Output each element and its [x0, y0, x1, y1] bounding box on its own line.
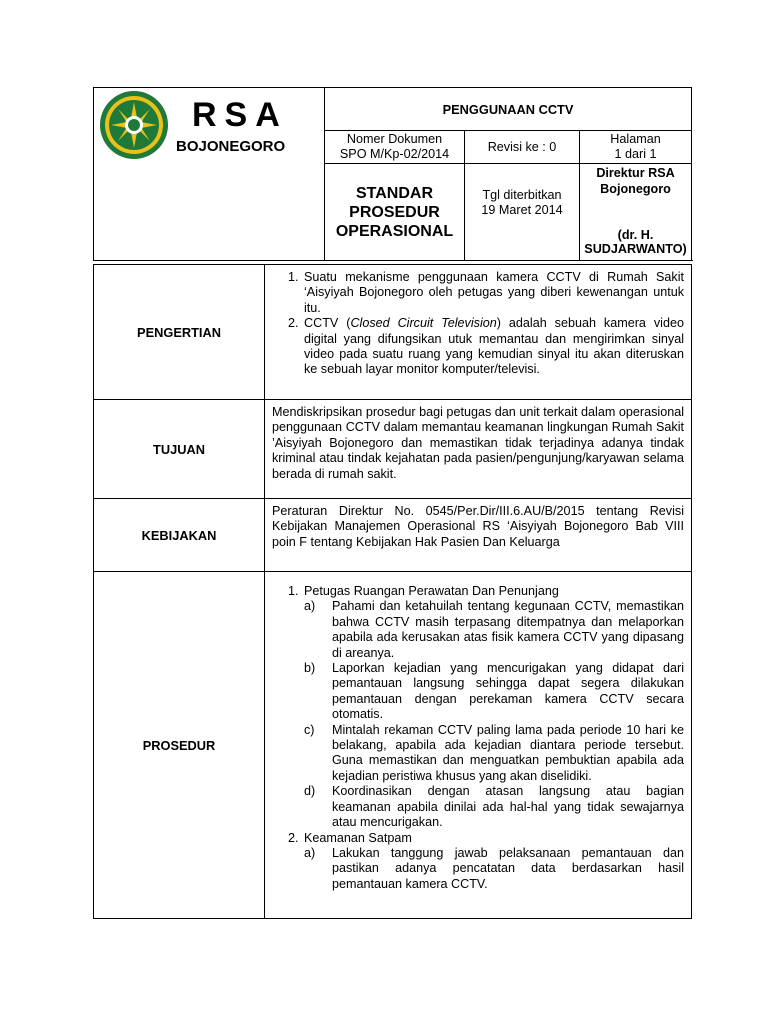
kebijakan-content: Peraturan Direktur No. 0545/Per.Dir/III.6.AU/B/2015 tentang Revisi Kebijakan Manajemen Operasional RS ‘Aisyiyah Bojonegoro Bab VIII poin F tentang Kebijakan Hak Pasien Dan Keluarga [265, 499, 692, 572]
tujuan-content: Mendiskripsikan prosedur bagi petugas dan unit terkait dalam operasional penggunaan CCTV dalam memantau keamanan lingkungan Rumah Sakit ’Aisyiyah Bojonegoro dan memastikan tidak terjadinya adanya tindak kriminal atau tindak kejahatan pada pasien/pengunjung/karyawan selama berada di rumah sakit. [265, 400, 692, 499]
page-value: 1 dari 1 [614, 147, 657, 161]
list-item [302, 316, 684, 378]
content-table [93, 264, 692, 919]
org-short-name: RSA [192, 96, 288, 134]
group-title: Keamanan Satpam [304, 830, 412, 845]
pengertian-content [265, 265, 692, 400]
director-name: (dr. H. SUDJARWANTO) [584, 228, 687, 256]
item-text: Koordinasikan dengan atasan langsung atau bagian keamanan apabila dinilai ada hal-hal yang tidak sewajarnya atau mencurigakan. [332, 784, 684, 830]
doc-number-cell [325, 131, 465, 164]
sub-list-item [304, 784, 684, 830]
prosedur-list [272, 584, 684, 892]
doc-number-label: Nomer Dokumen [346, 132, 443, 146]
header-table [93, 87, 692, 261]
spo-title-cell [325, 164, 465, 261]
pengertian-label: PENGERTIAN [94, 265, 265, 400]
sub-list-item [304, 661, 684, 723]
sub-list-item [304, 845, 684, 892]
item-marker: a) [304, 599, 316, 614]
issued-date: 19 Maret 2014 [481, 203, 563, 217]
item-text: Laporkan kejadian yang mencurigakan yang didapat dari pemantauan langsung sehingga dapat segera dilakukan pemantauan dengan perekaman kamera CCTV secara otomatis. [332, 661, 684, 722]
sub-list-item [304, 722, 684, 785]
item-marker: b) [304, 661, 316, 676]
logo-cell [94, 88, 325, 261]
issued-label: Tgl diterbitkan [482, 188, 562, 202]
page-label: Halaman [610, 132, 661, 146]
pengertian-list [272, 270, 684, 378]
document-title: PENGGUNAAN CCTV [325, 88, 692, 131]
kebijakan-label: KEBIJAKAN [94, 499, 265, 572]
sub-list [304, 599, 684, 830]
list-item [302, 584, 684, 831]
issued-cell [465, 164, 580, 261]
item-text: Pahami dan ketahuilah tentang kegunaan CCTV, memastikan bahwa CCTV masih terpasang ditempatnya dan melaporkan apabila ada kerusakan atas fisik kamera CCTV yang dipasang di areanya. [332, 599, 684, 660]
prosedur-label: PROSEDUR [94, 572, 265, 919]
list-item: 1. Suatu mekanisme penggunaan kamera CCTV di Rumah Sakit ‘Aisyiyah Bojonegoro oleh petugas yang diberi kewenangan untuk itu. [302, 270, 684, 316]
item-text: Mintalah rekaman CCTV paling lama pada periode 10 hari ke belakang, apabila ada kejadian diantara periode tersebut. Guna memastikan dan menguatkan pembuktian apabila ada kejadian peristiwa khusus yang akan diselidiki. [332, 722, 684, 783]
spo-document [93, 87, 691, 919]
item-text-italic: Closed Circuit Television [350, 316, 497, 331]
sub-list-item [304, 599, 684, 661]
director-title-1: Direktur RSA [596, 166, 675, 180]
hospital-logo-icon [99, 90, 169, 160]
revision: Revisi ke : 0 [465, 131, 580, 164]
item-text: Lakukan tanggung jawab pelaksanaan pemantauan dan pastikan adanya pencatatan data berdasarkan hasil pemantauan kamera CCTV. [332, 845, 684, 891]
spo-title-line2: OPERASIONAL [335, 222, 454, 240]
group-title: Petugas Ruangan Perawatan Dan Penunjang [304, 584, 559, 598]
item-text: ) adalah sebuah kamera video digital yang difungsikan utuk memantau dan mengirimkan sinyal video pada suatu ruang yang kemudian sinyal itu akan diteruskan ke sebuah layar monitor komputer/televisi. [304, 316, 684, 377]
director-cell [580, 164, 692, 261]
sub-list [304, 846, 684, 892]
item-marker: d) [304, 784, 316, 799]
prosedur-content [265, 572, 692, 919]
spo-title-line1: STANDAR PROSEDUR [349, 184, 440, 221]
item-marker: a) [304, 845, 316, 860]
tujuan-label: TUJUAN [94, 400, 265, 499]
doc-number: SPO M/Kp-02/2014 [339, 147, 450, 161]
page-info-cell [580, 131, 692, 164]
item-text: CCTV ( [304, 316, 351, 331]
item-marker: c) [304, 722, 315, 737]
org-city: BOJONEGORO [176, 138, 286, 155]
list-item [302, 831, 684, 893]
director-title-2: Bojonegoro [600, 181, 671, 196]
